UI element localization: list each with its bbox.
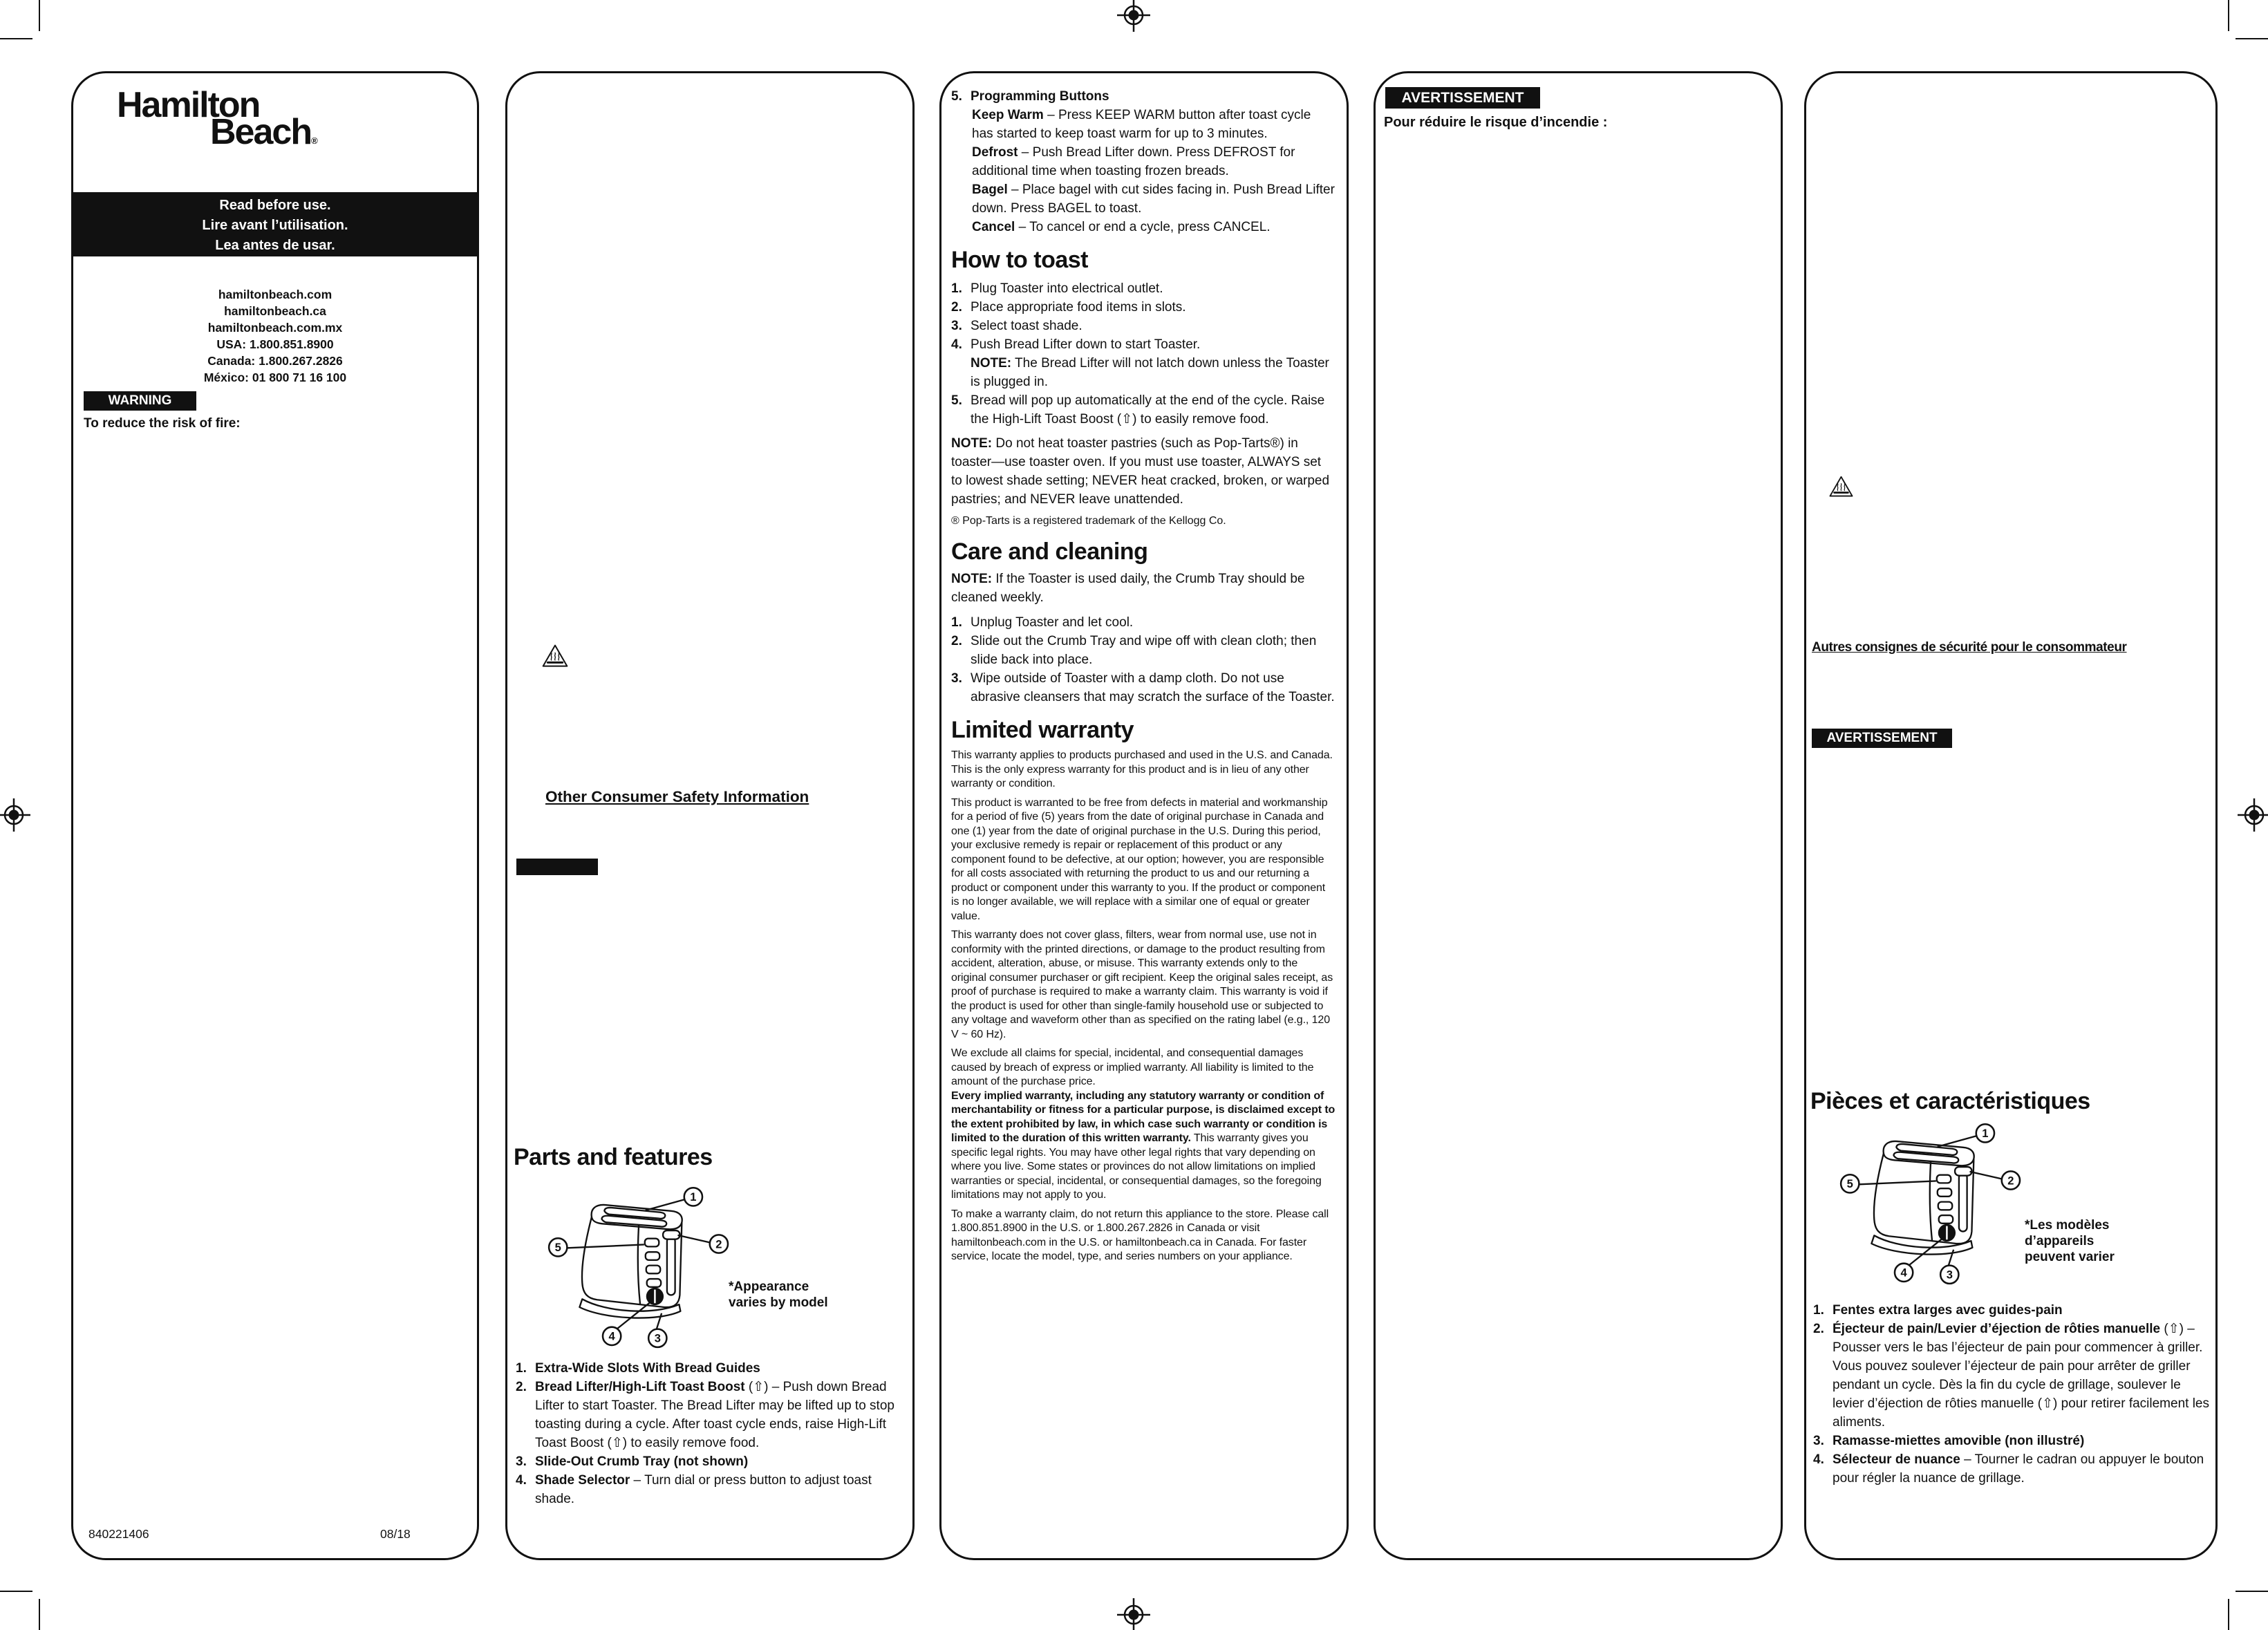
warranty-paragraph: This warranty applies to products purchased and used in the U.S. and Canada. This is the only express warranty for this product and is in lieu of any other warranty or condition.	[951, 749, 1333, 789]
callout-5	[549, 1238, 567, 1256]
avertissement-label: AVERTISSEMENT	[1385, 87, 1540, 109]
panel-pieces-caracteristiques	[1804, 71, 2218, 1560]
website: hamiltonbeach.ca	[224, 304, 326, 318]
warranty-paragraph: We exclude all claims for special, incidental, and consequential damages caused by breach of express or implied warranty. All liability is limited to the amount of the purchase price.	[951, 1047, 1314, 1087]
appearance-note: *Les modèles d’appareils peuvent varier	[2025, 1218, 2115, 1264]
care-note: NOTE: If the Toaster is used daily, the Crumb Tray should be cleaned weekly.	[951, 572, 1305, 605]
black-bar	[516, 859, 598, 875]
programming-heading: 5. Programming Buttons	[951, 89, 1109, 104]
trademark-note: ® Pop-Tarts is a registered trademark of the Kellogg Co.	[951, 515, 1226, 527]
programming-item: Keep Warm – Press KEEP WARM button after toast cycle has started to keep toast warm for up to 3 minutes.	[972, 108, 1311, 141]
hot-surface-icon	[1828, 474, 1854, 499]
step-note: NOTE: The Bread Lifter will not latch down unless the Toaster is plugged in.	[971, 356, 1329, 389]
svg-text:2: 2	[2007, 1174, 2014, 1188]
crop-mark	[0, 38, 32, 39]
crop-mark	[2228, 1599, 2229, 1630]
crop-mark	[2228, 0, 2229, 31]
crop-mark	[2236, 38, 2268, 39]
banner-line: Lea antes de usar.	[215, 238, 335, 253]
programming-item: Cancel – To cancel or end a cycle, press CANCEL.	[972, 220, 1271, 234]
svg-text:4: 4	[1900, 1266, 1907, 1280]
warranty-paragraph: Every implied warranty, including any statutory warranty or condition of merchantability or fitness for a particular purpose, is disclaimed except to the extent prohibited by law, in which case such warranty or condition is limited to the duration of this written warranty. This warranty gives you specific legal rights. You may have other legal rights that vary depending on where you live. Some states or provinces do not allow limitations on implied warranties or special, incidental, or consequential damages, so the foregoing limitations may not apply to you.	[951, 1089, 1336, 1201]
contact-info	[73, 286, 477, 386]
callout-5	[1841, 1174, 1859, 1192]
panel-instructions	[939, 71, 1349, 1560]
step: 5. Bread will pop up automatically at the end of the cycle. Raise the High-Lift Toast Boost (⇧) to easily remove food.	[951, 393, 1325, 427]
svg-text:4: 4	[608, 1329, 615, 1343]
how-to-toast-steps	[951, 279, 1336, 429]
step: 3. Wipe outside of Toaster with a damp cloth. Do not use abrasive cleansers that may scratch the surface of the Toaster.	[951, 671, 1335, 704]
parts-list-item: 4. Sélecteur de nuance – Tourner le cadran ou appuyer le bouton pour régler la nuance de grillage.	[1813, 1452, 2204, 1486]
registration-mark-icon	[1117, 0, 1150, 32]
svg-text:1: 1	[1982, 1127, 1989, 1141]
brand-logo: Hamilton	[117, 85, 260, 125]
care-steps	[951, 613, 1336, 706]
callout-3	[1940, 1266, 1958, 1284]
warranty-paragraph: This product is warranted to be free from defects in material and workmanship for a period of five (5) years from the date of original purchase in Canada and one (1) year from the date of original purchase in the U.S. During this period, your exclusive remedy is repair or replacement of this product or any component found to be defective, at our option; however, you are responsible for all costs associated with returning the product to us and our returning a product or component under this warranty to you. If the product or component is no longer available, we will replace with a similar one of equal or greater value.	[951, 796, 1328, 922]
step: 4. Push Bread Lifter down to start Toaster. NOTE: The Bread Lifter will not latch down unless the Toaster is plugged in.	[951, 335, 1336, 391]
how-to-toast-title: How to toast	[951, 247, 1088, 273]
parts-list-item: 4. Shade Selector – Turn dial or press button to adjust toast shade.	[516, 1473, 872, 1506]
avertissement-lead-text: Pour réduire le risque d’incendie :	[1384, 115, 1608, 130]
panel-cover	[71, 71, 479, 1560]
avertissement-label: AVERTISSEMENT	[1812, 729, 1952, 748]
phone-number: México: 01 800 71 16 100	[203, 371, 347, 384]
website: hamiltonbeach.com	[218, 288, 332, 301]
panel-avertissement	[1374, 71, 1783, 1560]
step: 1. Plug Toaster into electrical outlet.	[951, 281, 1163, 296]
registration-mark-icon	[1117, 1598, 1150, 1630]
step: 3. Select toast shade.	[951, 319, 1083, 333]
parts-list	[1813, 1301, 2211, 1488]
warranty-paragraph: To make a warranty claim, do not return this appliance to the store. Please call 1.800.851.8900 in the U.S. or 1.800.267.2826 in Canada or visit hamiltonbeach.com in the U.S. or hamiltonbeach.ca in Canada. For faster service, locate the model, type, and series numbers on your appliance.	[951, 1208, 1329, 1262]
callout-1	[684, 1188, 702, 1206]
appearance-note: *Appearance varies by model	[729, 1280, 828, 1310]
programming-item: Defrost – Push Bread Lifter down. Press DEFROST for additional time when toasting frozen breads.	[972, 145, 1295, 178]
registered-mark: ®	[311, 135, 318, 146]
parts-list	[516, 1359, 907, 1508]
pieces-title: Pièces et caractéristiques	[1810, 1088, 2090, 1114]
step: 1. Unplug Toaster and let cool.	[951, 615, 1134, 630]
banner-line: Read before use.	[219, 198, 331, 213]
warranty-paragraph: This warranty does not cover glass, filters, wear from normal use, use not in conformity with the printed directions, or damage to the product resulting from accident, alteration, abuse, or misuse. This warranty extends only to the original consumer purchaser or gift recipient. Keep the original sales receipt, as proof of purchase is required to make a warranty claim. This warranty is void if the product is used for other than single-family household use or subjected to any voltage and waveform other than as specified on the rating label (e.g., 120 V ~ 60 Hz).	[951, 929, 1333, 1040]
callout-4	[603, 1327, 621, 1345]
parts-list-item: 2. Bread Lifter/High-Lift Toast Boost (⇧) – Push down Bread Lifter to start Toaster. The Bread Lifter may be lifted up to stop toasting during a cycle. After toast cycle ends, raise High-Lift Toast Boost (⇧) to easily remove food.	[516, 1380, 894, 1450]
revision-date: 08/18	[380, 1527, 411, 1541]
warning-lead-text: To reduce the risk of fire:	[84, 416, 241, 431]
step: 2. Slide out the Crumb Tray and wipe off with clean cloth; then slide back into place.	[951, 634, 1317, 667]
registration-mark-icon	[0, 798, 30, 832]
website: hamiltonbeach.com.mx	[207, 321, 343, 335]
parts-list-item: 1. Fentes extra larges avec guides-pain	[1813, 1303, 2063, 1318]
svg-text:2: 2	[715, 1237, 722, 1251]
toaster-diagram	[539, 1181, 741, 1349]
crop-mark	[39, 0, 40, 31]
phone-number: Canada: 1.800.267.2826	[207, 354, 343, 368]
parts-title: Parts and features	[514, 1144, 713, 1170]
parts-list-item: 1. Extra-Wide Slots With Bread Guides	[516, 1361, 760, 1376]
svg-text:3: 3	[654, 1331, 661, 1345]
crop-mark	[0, 1591, 32, 1592]
banner-line: Lire avant l’utilisation.	[202, 218, 348, 233]
svg-text:5: 5	[554, 1241, 561, 1255]
hot-surface-icon	[541, 643, 569, 669]
svg-text:5: 5	[1846, 1177, 1853, 1191]
svg-text:3: 3	[1946, 1268, 1953, 1282]
callout-4	[1895, 1264, 1913, 1282]
callout-2	[710, 1235, 728, 1253]
crop-mark	[2236, 1591, 2268, 1592]
document-number: 840221406	[88, 1527, 149, 1541]
parts-list-item: 3. Ramasse-miettes amovible (non illustré)	[1813, 1434, 2085, 1448]
registration-mark-icon	[2238, 798, 2268, 832]
safety-section-heading: Autres consignes de sécurité pour le consommateur	[1812, 640, 2127, 655]
callout-2	[2002, 1171, 2020, 1189]
panel-parts-features	[505, 71, 915, 1560]
crop-mark	[39, 1599, 40, 1630]
svg-text:1: 1	[690, 1190, 697, 1204]
programming-item: Bagel – Place bagel with cut sides facing in. Push Bread Lifter down. Press BAGEL to toast.	[972, 182, 1335, 216]
warning-label: WARNING	[84, 391, 196, 411]
step: 2. Place appropriate food items in slots.	[951, 300, 1186, 315]
callout-1	[1976, 1124, 1994, 1142]
phone-number: USA: 1.800.851.8900	[216, 337, 334, 351]
callout-3	[648, 1329, 666, 1347]
warranty-title: Limited warranty	[951, 717, 1134, 743]
brand-logo: Beach®	[210, 112, 318, 152]
parts-list-item: 2. Éjecteur de pain/Levier d’éjection de rôties manuelle (⇧) – Pousser vers le bas l’éjecteur de pain pour commencer à griller. Vous pouvez soulever l’éjecteur de pain pour arrêter de griller pendant un cycle. Dès la fin du cycle de grillage, soulever le levier d’éjection de rôties manuelle (⇧) pour retirer facilement les aliments.	[1813, 1322, 2209, 1430]
toast-note: NOTE: Do not heat toaster pastries (such as Pop-Tarts®) in toaster—use toaster oven. If you must use toaster, ALWAYS set to lowest shade setting; NEVER heat cracked, broken, or warped pastries; and NEVER leave unattended.	[951, 436, 1330, 507]
toaster-diagram	[1831, 1117, 2033, 1285]
care-title: Care and cleaning	[951, 538, 1148, 565]
safety-section-heading: Other Consumer Safety Information	[545, 788, 809, 805]
parts-list-item: 3. Slide-Out Crumb Tray (not shown)	[516, 1454, 749, 1469]
read-before-use-banner	[73, 192, 477, 256]
